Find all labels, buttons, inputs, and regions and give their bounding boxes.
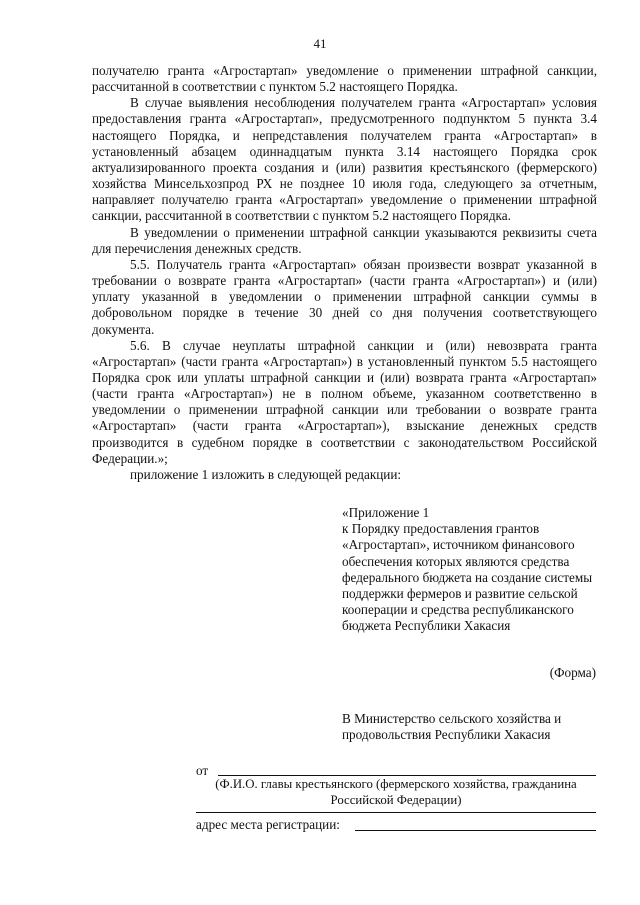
appendix-title: «Приложение 1 — [342, 505, 430, 520]
page-number: 41 — [313, 36, 327, 51]
appendix-reference: к Порядку предоставления грантов «Агростартап», источником финансового обеспечения которых являются средства федерального бюджета на создание системы поддержки фермеров и развитие сельской кооперации и средства республиканского бюджета Республики Хакасия — [342, 521, 593, 634]
paragraph: получателю гранта «Агростартап» уведомление о применении штрафной санкции, рассчитанной в соответствии с пунктом 5.2 настоящего Порядка. — [92, 63, 597, 95]
document-body — [92, 63, 597, 483]
form-label: (Форма) — [549, 665, 596, 680]
address-row — [196, 817, 340, 833]
paragraph: 5.5. Получатель гранта «Агростартап» обязан произвести возврат указанной в требовании о возврате гранта «Агростартап» (части гранта «Агростартап») и (или) уплату указанной в уведомлении о применении штрафной санкции суммы в добровольном порядке в течение 30 дней со дня получения соответствующего документа. — [92, 256, 597, 337]
from-label: от — [196, 763, 209, 778]
paragraph: 5.6. В случае неуплаты штрафной санкции и (или) невозврата гранта «Агростартап» (части гранта «Агростартап») в установленный пунктом 5.5 настоящего Порядка срок или уплаты штрафной санкции и (или) возврата гранта «Агростартап» (части гранта «Агростартап») не в полном объеме, указанном соответственно в уведомлении о применении штрафной санкции или требовании о возврате гранта «Агростартап» (части гранта «Агростартап»), взыскание денежных средств производится в судебном порядке в соответствии с законодательством Российской Федерации.»; — [92, 337, 597, 466]
separator-line — [196, 812, 596, 813]
paragraph: В случае выявления несоблюдения получателем гранта «Агростартап» условия предоставления гранта «Агростартап», предусмотренного подпунктом 5 пункта 3.4 настоящего Порядка, и непредставления получателем гранта «Агростартап» в установленный абзацем одиннадцатым пункта 3.14 настоящего Порядка срок актуализированного проекта создания и (или) развития крестьянского (фермерского) хозяйства Минсельхозпрод РХ не позднее 10 июля года, следующего за отчетным, направляет получателю гранта «Агростартап» уведомление о применении штрафной санкции, рассчитанной в соответствии с пунктом 5.2 настоящего Порядка. — [92, 95, 597, 224]
from-caption: (Ф.И.О. главы крестьянского (фермерского хозяйства, гражданина Российской Федерации) — [215, 777, 577, 807]
address-line — [355, 830, 596, 831]
address-label: адрес места регистрации: — [196, 817, 340, 832]
appendix-header — [342, 505, 602, 635]
paragraph: приложение 1 изложить в следующей редакции: — [130, 466, 402, 482]
paragraph: В уведомлении о применении штрафной санкции указываются реквизиты счета для перечисления денежных средств. — [92, 224, 597, 256]
recipient-block: В Министерство сельского хозяйства и продовольствия Республики Хакасия — [342, 711, 562, 743]
